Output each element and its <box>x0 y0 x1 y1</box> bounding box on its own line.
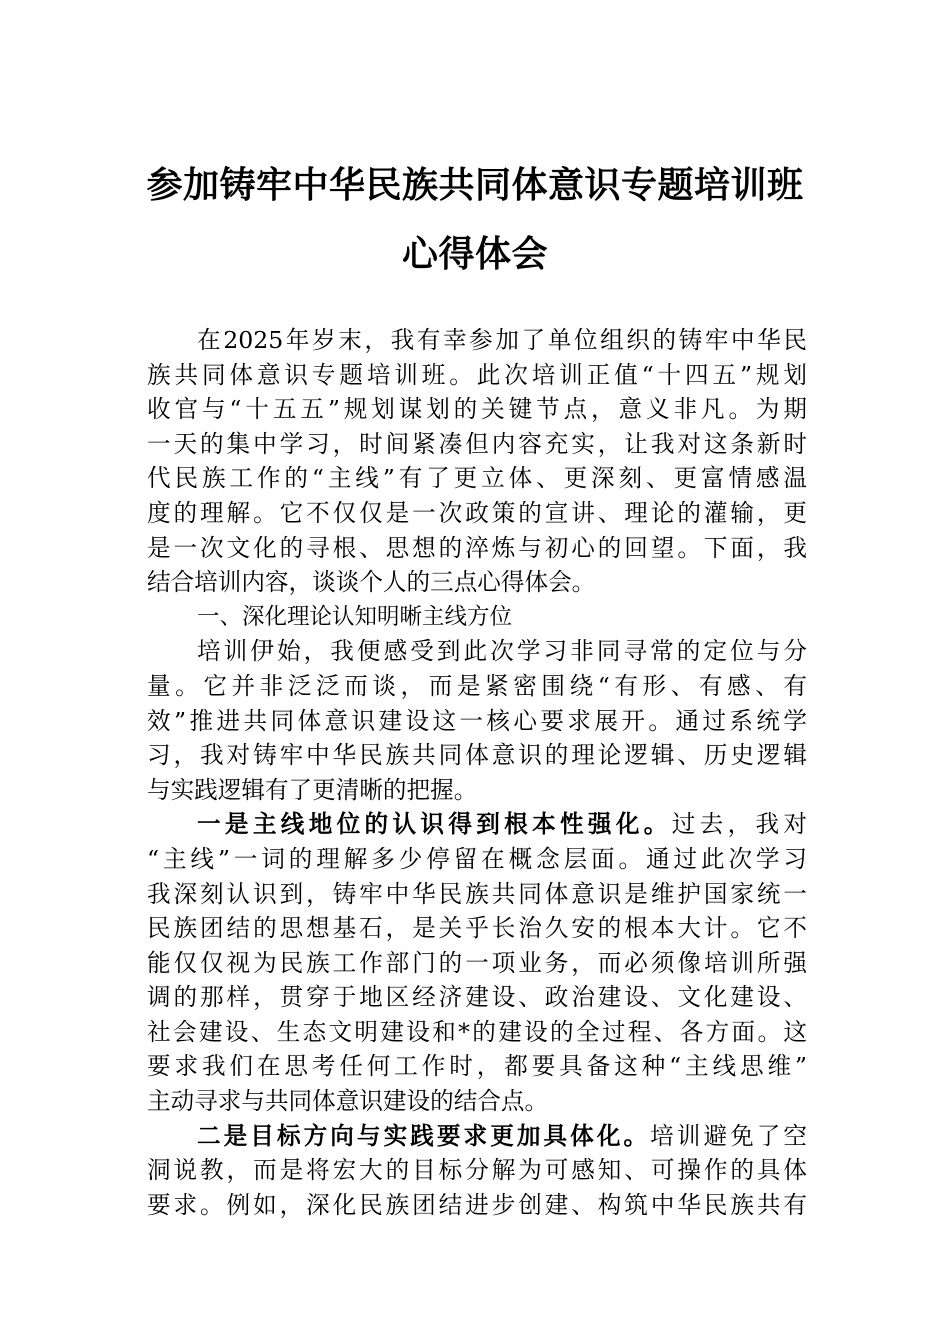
paragraph-3-line: 能仅仅视为民族工作部门的一项业务，而必须像培训所强 <box>147 948 807 977</box>
paragraph-1-line: 是一次文化的寻根、思想的淬炼与初心的回望。下面，我 <box>147 533 807 562</box>
paragraph-3-lead: 一是主线地位的认识得到根本性强化。 <box>197 810 672 839</box>
paragraph-1-line: 一天的集中学习，时间紧凑但内容充实，让我对这条新时 <box>147 429 807 458</box>
paragraph-1-line: 收官与“十五五”规划谋划的关键节点，意义非凡。为期 <box>147 395 807 424</box>
paragraph-3-line: 要求我们在思考任何工作时，都要具备这种“主线思维” <box>147 1052 807 1081</box>
paragraph-4-line: 要求。例如，深化民族团结进步创建、构筑中华民族共有 <box>147 1190 807 1219</box>
paragraph-1-line: 代民族工作的“主线”有了更立体、更深刻、更富情感温 <box>147 464 807 493</box>
paragraph-2-line: 效”推进共同体意识建设这一核心要求展开。通过系统学 <box>147 706 807 735</box>
paragraph-3-line: 我深刻认识到，铸牢中华民族共同体意识是维护国家统一 <box>147 879 807 908</box>
paragraph-4-first-line <box>147 1119 807 1154</box>
paragraph-3-lead-rest: 过去，我对 <box>671 810 808 839</box>
paragraph-3-first-line <box>147 807 807 842</box>
paragraph-3-line: 调的那样，贯穿于地区经济建设、政治建设、文化建设、 <box>147 983 807 1012</box>
paragraph-2-line: 量。它并非泛泛而谈，而是紧密围绕“有形、有感、有 <box>147 671 807 700</box>
paragraph-2-line: 习，我对铸牢中华民族共同体意识的理论逻辑、历史逻辑 <box>147 741 807 770</box>
paragraph-3-line: 社会建设、生态文明建设和*的建设的全过程、各方面。这 <box>147 1017 807 1046</box>
document-body <box>147 323 807 1222</box>
paragraph-4-lead-rest: 培训避免了空 <box>650 1121 808 1150</box>
section-heading-1: 一、深化理论认知明晰主线方位 <box>197 603 513 630</box>
paragraph-4-line: 洞说教，而是将宏大的目标分解为可感知、可操作的具体 <box>147 1156 807 1185</box>
paragraph-2-line: 与实践逻辑有了更清晰的把握。 <box>147 775 478 804</box>
paragraph-1-line: 结合培训内容，谈谈个人的三点心得体会。 <box>147 568 596 597</box>
paragraph-3-line: 民族团结的思想基石，是关乎长治久安的根本大计。它不 <box>147 914 807 943</box>
paragraph-1-line: 度的理解。它不仅仅是一次政策的宣讲、理论的灌输，更 <box>147 498 807 527</box>
paragraph-3-line: 主动寻求与共同体意识建设的结合点。 <box>147 1087 549 1116</box>
paragraph-1-line: 在2025年岁末，我有幸参加了单位组织的铸牢中华民 <box>197 326 807 354</box>
paragraph-2-line: 培训伊始，我便感受到此次学习非同寻常的定位与分 <box>197 637 807 666</box>
document-title-line-1: 参加铸牢中华民族共同体意识专题培训班 <box>146 164 804 206</box>
paragraph-3-line: “主线”一词的理解多少停留在概念层面。通过此次学习 <box>147 844 807 873</box>
paragraph-4-lead: 二是目标方向与实践要求更加具体化。 <box>197 1121 651 1150</box>
paragraph-1-line: 族共同体意识专题培训班。此次培训正值“十四五”规划 <box>147 360 807 389</box>
document-title-line-2: 心得体会 <box>401 233 548 275</box>
